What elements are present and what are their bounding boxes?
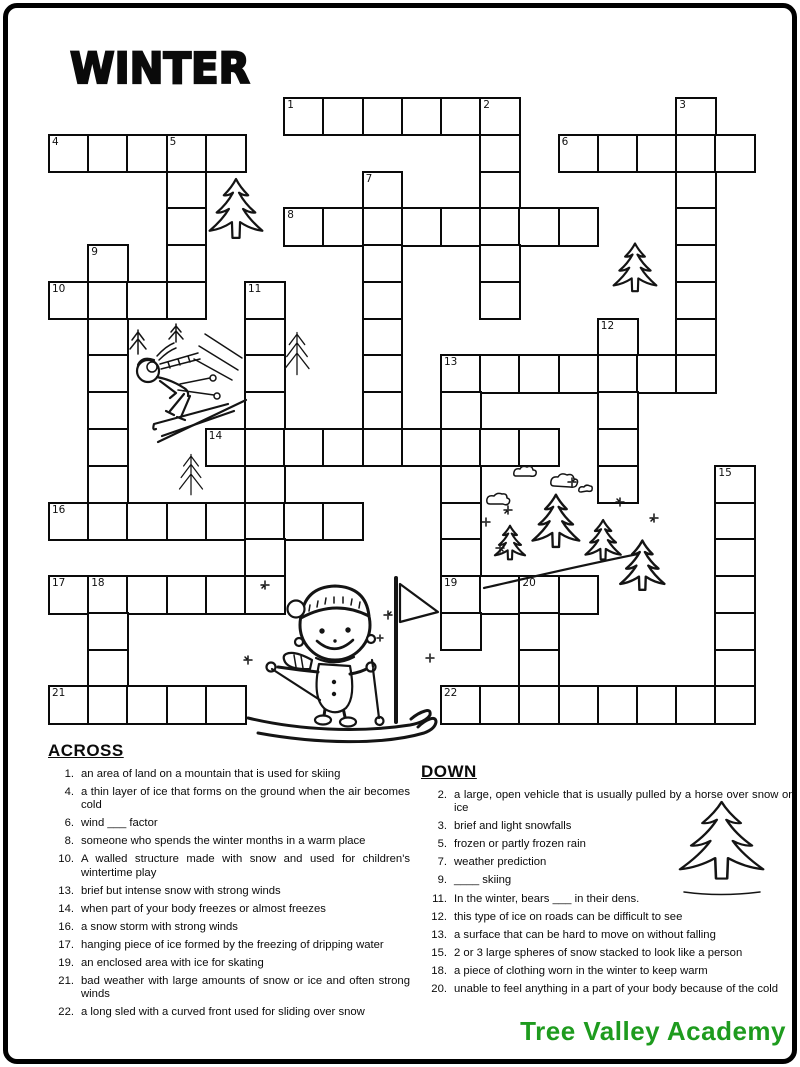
- grid-cell[interactable]: [322, 207, 364, 246]
- clue-across-4: [48, 786, 410, 812]
- grid-cell[interactable]: [322, 428, 364, 467]
- grid-cell[interactable]: [362, 97, 404, 136]
- grid-cell-13[interactable]: [440, 354, 482, 393]
- grid-cell[interactable]: [714, 134, 756, 173]
- grid-cell[interactable]: [87, 685, 129, 724]
- grid-cell[interactable]: [362, 207, 404, 246]
- clue-text: an enclosed area with ice for skating: [81, 957, 264, 970]
- clue-text: an area of land on a mountain that is used for skiing: [81, 768, 341, 780]
- grid-cell[interactable]: [597, 134, 639, 173]
- cell-number: 10: [52, 282, 66, 295]
- clue-number: 4.: [64, 786, 74, 799]
- grid-cell[interactable]: [283, 428, 325, 467]
- grid-cell[interactable]: [401, 207, 443, 246]
- clue-number: 22.: [58, 1006, 74, 1019]
- grid-cell[interactable]: [518, 207, 560, 246]
- grid-cell[interactable]: [362, 354, 404, 393]
- downhill-skier-icon: [100, 318, 260, 450]
- grid-cell[interactable]: [362, 244, 404, 283]
- clue-text: unable to feel anything in a part of your body because of the cold: [454, 983, 779, 996]
- grid-cell[interactable]: [558, 207, 600, 246]
- across-clues: [48, 768, 410, 1019]
- cell-number: 12: [600, 319, 615, 332]
- grid-cell-22[interactable]: [440, 685, 482, 724]
- grid-cell[interactable]: [126, 281, 168, 320]
- grid-cell[interactable]: [558, 354, 600, 393]
- grid-cell[interactable]: [636, 685, 678, 724]
- cell-number: 14: [208, 430, 223, 443]
- cell-number: 17: [52, 577, 66, 590]
- cell-number: 9: [91, 246, 98, 259]
- grid-cell-15[interactable]: [714, 465, 756, 504]
- child-on-skis-icon: [238, 570, 443, 748]
- grid-cell-10[interactable]: [48, 281, 90, 320]
- grid-cell[interactable]: [126, 502, 168, 541]
- clue-text: brief but intense snow with strong winds: [81, 884, 281, 897]
- grid-cell[interactable]: [636, 134, 678, 173]
- clue-down-20: [421, 983, 792, 996]
- grid-cell[interactable]: [440, 465, 482, 504]
- grid-cell[interactable]: [675, 207, 717, 246]
- cell-number: 15: [718, 466, 732, 479]
- grid-cell[interactable]: [87, 612, 129, 651]
- cloud-icon: [514, 466, 536, 476]
- grid-cell[interactable]: [479, 171, 521, 210]
- grid-cell[interactable]: [675, 318, 717, 357]
- grid-cell[interactable]: [322, 97, 364, 136]
- clue-text: wind ___ factor: [81, 817, 158, 830]
- cell-number: 16: [52, 503, 66, 516]
- grid-cell[interactable]: [283, 502, 325, 541]
- clue-number: 5.: [437, 838, 447, 851]
- grid-cell[interactable]: [362, 318, 404, 357]
- grid-cell[interactable]: [518, 649, 560, 688]
- grid-cell[interactable]: [714, 685, 756, 724]
- clue-text: a snow storm with strong winds: [81, 920, 238, 933]
- grid-cell[interactable]: [401, 428, 443, 467]
- clue-across-14: [48, 903, 410, 916]
- clue-across-6: [48, 817, 410, 830]
- cell-number: 6: [561, 135, 569, 148]
- grid-cell[interactable]: [440, 428, 482, 467]
- grid-cell[interactable]: [597, 685, 639, 724]
- grid-cell[interactable]: [205, 134, 247, 173]
- grid-cell[interactable]: [479, 354, 521, 393]
- clue-across-13: [48, 885, 410, 898]
- clue-number: 6.: [64, 817, 74, 830]
- cell-number: 5: [169, 135, 177, 148]
- clue-text: In the winter, bears ___ in their dens.: [454, 892, 640, 905]
- cell-number: 1: [287, 99, 294, 111]
- grid-cell[interactable]: [166, 244, 208, 283]
- clue-number: 3.: [437, 820, 447, 833]
- clue-text: hanging piece of ice formed by the freezing of dripping water: [81, 938, 384, 951]
- clue-number: 11.: [432, 892, 447, 905]
- clue-text: a surface that can be hard to move on without falling: [454, 928, 716, 941]
- grid-cell[interactable]: [205, 502, 247, 541]
- branding-logo-text: Tree Valley Academy: [520, 1016, 786, 1046]
- grid-cell[interactable]: [362, 428, 404, 467]
- clue-text: when part of your body freezes or almost freezes: [81, 902, 326, 915]
- cell-number: 19: [444, 577, 458, 590]
- grid-cell-12[interactable]: [597, 318, 639, 357]
- grid-cell[interactable]: [87, 134, 129, 173]
- grid-cell[interactable]: [675, 354, 717, 393]
- snowy-hill-trees-icon: [478, 462, 682, 600]
- clue-number: 13.: [431, 928, 447, 941]
- grid-cell[interactable]: [126, 134, 168, 173]
- cell-number: 18: [91, 577, 105, 590]
- grid-cell[interactable]: [518, 612, 560, 651]
- pine-tree-icon: [608, 241, 662, 301]
- cell-number: 8: [287, 209, 294, 222]
- grid-cell[interactable]: [440, 207, 482, 246]
- grid-cell-6[interactable]: [558, 134, 600, 173]
- grid-cell[interactable]: [126, 575, 168, 614]
- grid-cell-2[interactable]: [479, 97, 521, 136]
- cell-number: 11: [248, 282, 262, 295]
- clue-across-22: [48, 1006, 410, 1019]
- clue-number: 14.: [58, 902, 74, 915]
- grid-cell[interactable]: [87, 649, 129, 688]
- grid-cell[interactable]: [322, 502, 364, 541]
- grid-cell-19[interactable]: [440, 575, 482, 614]
- cell-number: 22: [444, 687, 458, 700]
- clue-down-15: [421, 947, 792, 960]
- grid-cell[interactable]: [479, 134, 521, 173]
- grid-cell[interactable]: [675, 244, 717, 283]
- grid-cell[interactable]: [166, 281, 208, 320]
- clue-number: 20.: [431, 983, 447, 996]
- clue-number: 17.: [58, 938, 74, 951]
- grid-cell[interactable]: [675, 171, 717, 210]
- clue-across-19: [48, 957, 410, 970]
- clue-text: someone who spends the winter months in a warm place: [81, 835, 366, 848]
- clue-across-16: [48, 921, 410, 934]
- clue-number: 18.: [431, 964, 447, 977]
- clue-down-18: [421, 965, 792, 978]
- clue-across-17: [48, 939, 410, 952]
- grid-cell[interactable]: [518, 685, 560, 724]
- motion-lines: [194, 334, 242, 380]
- clue-text: A walled structure made with snow and used for children's wintertime play: [81, 853, 410, 879]
- grid-cell[interactable]: [166, 575, 208, 614]
- small-fir-icon: [130, 330, 146, 354]
- cell-number: 20: [522, 577, 536, 590]
- grid-cell-9[interactable]: [87, 244, 129, 283]
- grid-cell[interactable]: [714, 612, 756, 651]
- grid-cell[interactable]: [440, 538, 482, 577]
- grid-cell[interactable]: [479, 281, 521, 320]
- grid-cell[interactable]: [479, 207, 521, 246]
- clue-number: 8.: [64, 835, 74, 848]
- clue-number: 10.: [58, 853, 74, 866]
- grid-cell-16[interactable]: [48, 502, 90, 541]
- grid-cell-8[interactable]: [283, 207, 325, 246]
- grid-cell[interactable]: [675, 281, 717, 320]
- pennant-flag-icon: [400, 584, 438, 622]
- cloud-icon: [487, 493, 510, 504]
- clue-across-10: [48, 853, 410, 879]
- clue-text: ____ skiing: [454, 874, 512, 887]
- down-heading: DOWN: [421, 762, 477, 781]
- across-heading: ACROSS: [48, 741, 124, 760]
- grid-cell[interactable]: [166, 685, 208, 724]
- grid-cell[interactable]: [440, 612, 482, 651]
- clue-number: 2.: [437, 789, 447, 801]
- grid-cell[interactable]: [87, 502, 129, 541]
- clue-text: weather prediction: [454, 856, 547, 869]
- clue-number: 13.: [58, 884, 74, 897]
- clue-text: brief and light snowfalls: [454, 820, 572, 833]
- clue-down-12: [421, 911, 792, 924]
- pine-tree-icon: [202, 176, 270, 250]
- grid-cell[interactable]: [166, 502, 208, 541]
- clue-number: 15.: [431, 946, 447, 959]
- grid-cell[interactable]: [244, 502, 286, 541]
- grid-cell[interactable]: [675, 134, 717, 173]
- clue-number: 9.: [437, 874, 447, 887]
- cell-number: 21: [52, 687, 66, 700]
- clue-number: 7.: [437, 856, 447, 869]
- grid-cell[interactable]: [87, 465, 129, 504]
- grid-cell-11[interactable]: [244, 281, 286, 320]
- grid-cell[interactable]: [479, 244, 521, 283]
- clue-text: a thin layer of ice that forms on the ground when the air becomes cold: [81, 786, 410, 812]
- clue-across-21: [48, 975, 410, 1001]
- grid-cell[interactable]: [558, 685, 600, 724]
- grid-cell[interactable]: [597, 391, 639, 430]
- grid-cell[interactable]: [479, 685, 521, 724]
- grid-cell[interactable]: [714, 538, 756, 577]
- grid-cell[interactable]: [714, 502, 756, 541]
- pine-tree-icon: [670, 798, 772, 898]
- clue-number: 12.: [431, 910, 447, 923]
- grid-cell[interactable]: [87, 281, 129, 320]
- grid-cell-1[interactable]: [283, 97, 325, 136]
- clue-text: frozen or partly frozen rain: [454, 838, 586, 851]
- grid-cell[interactable]: [440, 97, 482, 136]
- grid-cell[interactable]: [518, 354, 560, 393]
- grid-cell[interactable]: [440, 502, 482, 541]
- cell-number: 3: [679, 99, 686, 111]
- grid-cell-18[interactable]: [87, 575, 129, 614]
- grid-cell[interactable]: [401, 97, 443, 136]
- small-fir-icon: [284, 330, 310, 378]
- grid-cell-5[interactable]: [166, 134, 208, 173]
- grid-cell[interactable]: [126, 685, 168, 724]
- grid-cell[interactable]: [714, 649, 756, 688]
- clue-number: 16.: [58, 920, 74, 933]
- clue-text: a piece of clothing worn in the winter to keep warm: [454, 964, 708, 977]
- clue-text: bad weather with large amounts of snow or ice and often strong winds: [81, 975, 410, 1001]
- grid-cell-4[interactable]: [48, 134, 90, 173]
- page-title: WINTER: [70, 44, 250, 94]
- grid-cell[interactable]: [362, 281, 404, 320]
- clue-number: 19.: [58, 957, 74, 970]
- clue-text: a long sled with a curved front used for sliding over snow: [81, 1006, 365, 1019]
- clue-text: this type of ice on roads can be difficult to see: [454, 910, 683, 923]
- pine-tree-icon: [495, 495, 665, 590]
- grid-cell-3[interactable]: [675, 97, 717, 136]
- cell-number: 4: [52, 135, 59, 148]
- grid-cell-7[interactable]: [362, 171, 404, 210]
- clue-across-1: [48, 768, 410, 781]
- grid-cell[interactable]: [244, 465, 286, 504]
- cloud-icon: [579, 485, 593, 492]
- grid-cell-17[interactable]: [48, 575, 90, 614]
- cell-number: 7: [365, 172, 373, 185]
- grid-cell[interactable]: [362, 391, 404, 430]
- clue-down-13: [421, 929, 792, 942]
- small-fir-icon: [178, 452, 204, 498]
- clue-across-8: [48, 835, 410, 848]
- grid-cell[interactable]: [597, 354, 639, 393]
- grid-cell[interactable]: [636, 354, 678, 393]
- small-fir-icon: [169, 324, 183, 342]
- clue-number: 1.: [64, 768, 74, 780]
- pine-tree-icon: [210, 179, 263, 238]
- grid-cell[interactable]: [714, 575, 756, 614]
- grid-cell[interactable]: [440, 391, 482, 430]
- clue-text: 2 or 3 large spheres of snow stacked to look like a person: [454, 946, 743, 959]
- cell-number: 13: [444, 356, 458, 369]
- clue-text: a large, open vehicle that is usually pulled by a horse over snow or ice: [454, 789, 792, 815]
- grid-cell[interactable]: [675, 685, 717, 724]
- across-section: [48, 741, 410, 1024]
- clue-number: 21.: [58, 975, 74, 988]
- grid-cell-21[interactable]: [48, 685, 90, 724]
- cell-number: 2: [483, 99, 490, 111]
